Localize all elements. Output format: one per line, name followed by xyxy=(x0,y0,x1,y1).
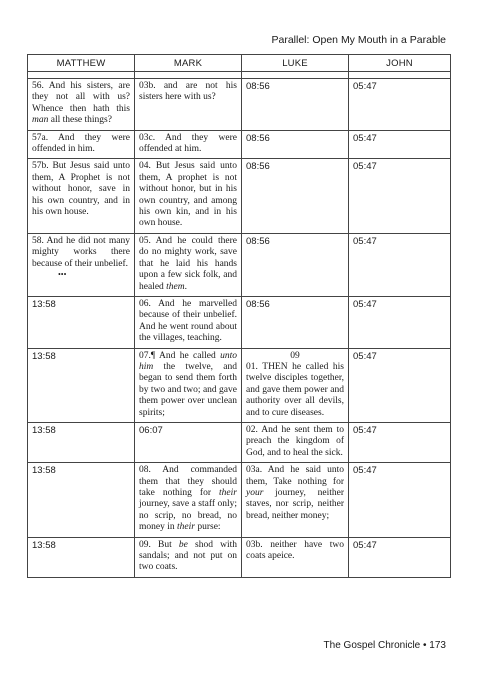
italic-word: unto him xyxy=(139,350,237,372)
luke-cell: 08:56 xyxy=(242,79,349,131)
john-cell: 05:47 xyxy=(349,348,451,422)
matthew-cell: 13:58 xyxy=(28,463,135,537)
luke-cell: 03b. neither have two coats apeice. xyxy=(242,537,349,577)
matthew-cell: 57a. And they were offended in him. xyxy=(28,130,135,159)
italic-word: their xyxy=(177,522,195,533)
column-header-row xyxy=(28,55,451,72)
john-cell: 05:47 xyxy=(349,537,451,577)
mark-cell: 03c. And they were offended at him. xyxy=(135,130,242,159)
table-row xyxy=(28,79,451,131)
luke-cell: 08:56 xyxy=(242,159,349,233)
luke-cell: 02. And he sent them to preach the kingdom of God, and to heal the sick. xyxy=(242,422,349,462)
page-footer: The Gospel Chronicle • 173 xyxy=(323,640,446,651)
table-row xyxy=(28,296,451,348)
mark-cell: 04. But Jesus said unto them, A prophet is not without honor, but in his own country, and among his own kin, and in his own house. xyxy=(135,159,242,233)
verse-text: purse: xyxy=(194,522,221,533)
column-header-john: JOHN xyxy=(349,55,451,72)
matthew-cell: 13:58 xyxy=(28,348,135,422)
table-row xyxy=(28,463,451,537)
chapter-number: 09 xyxy=(290,350,300,361)
john-cell: 05:47 xyxy=(349,159,451,233)
mark-cell: 06. And he marvelled because of their unbelief. And he went round about the villages, teaching. xyxy=(135,296,242,348)
matthew-cell xyxy=(28,233,135,296)
section-mark: ••• xyxy=(58,270,67,280)
table-row xyxy=(28,537,451,577)
luke-cell: 08:56 xyxy=(242,130,349,159)
verse-text: shod with sandals; and not put on two coats. xyxy=(139,539,237,573)
luke-cell xyxy=(242,348,349,422)
italic-word: your xyxy=(246,488,264,498)
john-cell: 05:47 xyxy=(349,296,451,348)
verse-text: journey, save a staff only; no scrip, no bread, no money in xyxy=(139,499,237,533)
verse-text: . xyxy=(184,281,188,292)
luke-cell: 08:56 xyxy=(242,233,349,296)
column-header-luke: LUKE xyxy=(242,55,349,72)
parallel-table-container xyxy=(27,54,450,578)
matthew-cell: 13:58 xyxy=(28,537,135,577)
verse-text: 05. And he could there do no mighty work, save that he laid his hands upon a few sick folk, and healed xyxy=(139,235,237,292)
mark-cell: 06:07 xyxy=(135,422,242,462)
luke-cell xyxy=(242,463,349,537)
matthew-cell: 13:58 xyxy=(28,296,135,348)
spacer-cell xyxy=(242,72,349,79)
table-row xyxy=(28,159,451,233)
john-cell: 05:47 xyxy=(349,130,451,159)
spacer-cell xyxy=(28,72,135,79)
parallel-table xyxy=(27,54,451,578)
mark-cell xyxy=(135,463,242,537)
john-cell: 05:47 xyxy=(349,422,451,462)
column-header-matthew: MATTHEW xyxy=(28,55,135,72)
mark-cell: 03b. and are not his sisters here with us? xyxy=(135,79,242,131)
matthew-cell: 57b. But Jesus said unto them, A Prophet is not without honor, save in his own country, and in his own house. xyxy=(28,159,135,233)
verse-text: 03a. And he said unto them, Take nothing for xyxy=(246,465,344,487)
john-cell: 05:47 xyxy=(349,463,451,537)
column-header-mark: MARK xyxy=(135,55,242,72)
running-head: Parallel: Open My Mouth in a Parable xyxy=(271,34,446,46)
italic-word: them xyxy=(166,281,185,292)
table-row xyxy=(28,233,451,296)
verse-text: all these things? xyxy=(48,115,112,126)
spacer-row xyxy=(28,72,451,79)
luke-cell: 08:56 xyxy=(242,296,349,348)
verse-text: 58. And he did not many mighty works there because of their unbelief. xyxy=(32,235,130,269)
mark-cell xyxy=(135,233,242,296)
verse-text: 08. And commanded them that they should take nothing for xyxy=(139,465,237,498)
verse-text: the twelve, and began to send them forth by two and two; and gave them power over unclean spirits; xyxy=(139,361,237,418)
verse-text: 01. THEN he called his twelve disciples together, and gave them power and authority over all devils, and to cure diseases. xyxy=(246,361,344,418)
verse-text: journey, neither staves, nor scrip, neither bread, neither money; xyxy=(246,488,344,521)
table-row xyxy=(28,422,451,462)
verse-text: 56. And his sisters, are they not all with us? Whence then hath this xyxy=(32,81,130,114)
verse-text: 09. But xyxy=(139,539,179,550)
spacer-cell xyxy=(349,72,451,79)
italic-word: man xyxy=(32,115,49,126)
verse-text: 07.¶ And he called xyxy=(139,350,221,361)
john-cell: 05:47 xyxy=(349,79,451,131)
italic-word: be xyxy=(178,539,188,550)
mark-cell xyxy=(135,348,242,422)
matthew-cell: 13:58 xyxy=(28,422,135,462)
table-row xyxy=(28,348,451,422)
mark-cell xyxy=(135,537,242,577)
spacer-cell xyxy=(135,72,242,79)
john-cell: 05:47 xyxy=(349,233,451,296)
matthew-cell xyxy=(28,79,135,131)
table-row xyxy=(28,130,451,159)
italic-word: their xyxy=(219,488,237,498)
